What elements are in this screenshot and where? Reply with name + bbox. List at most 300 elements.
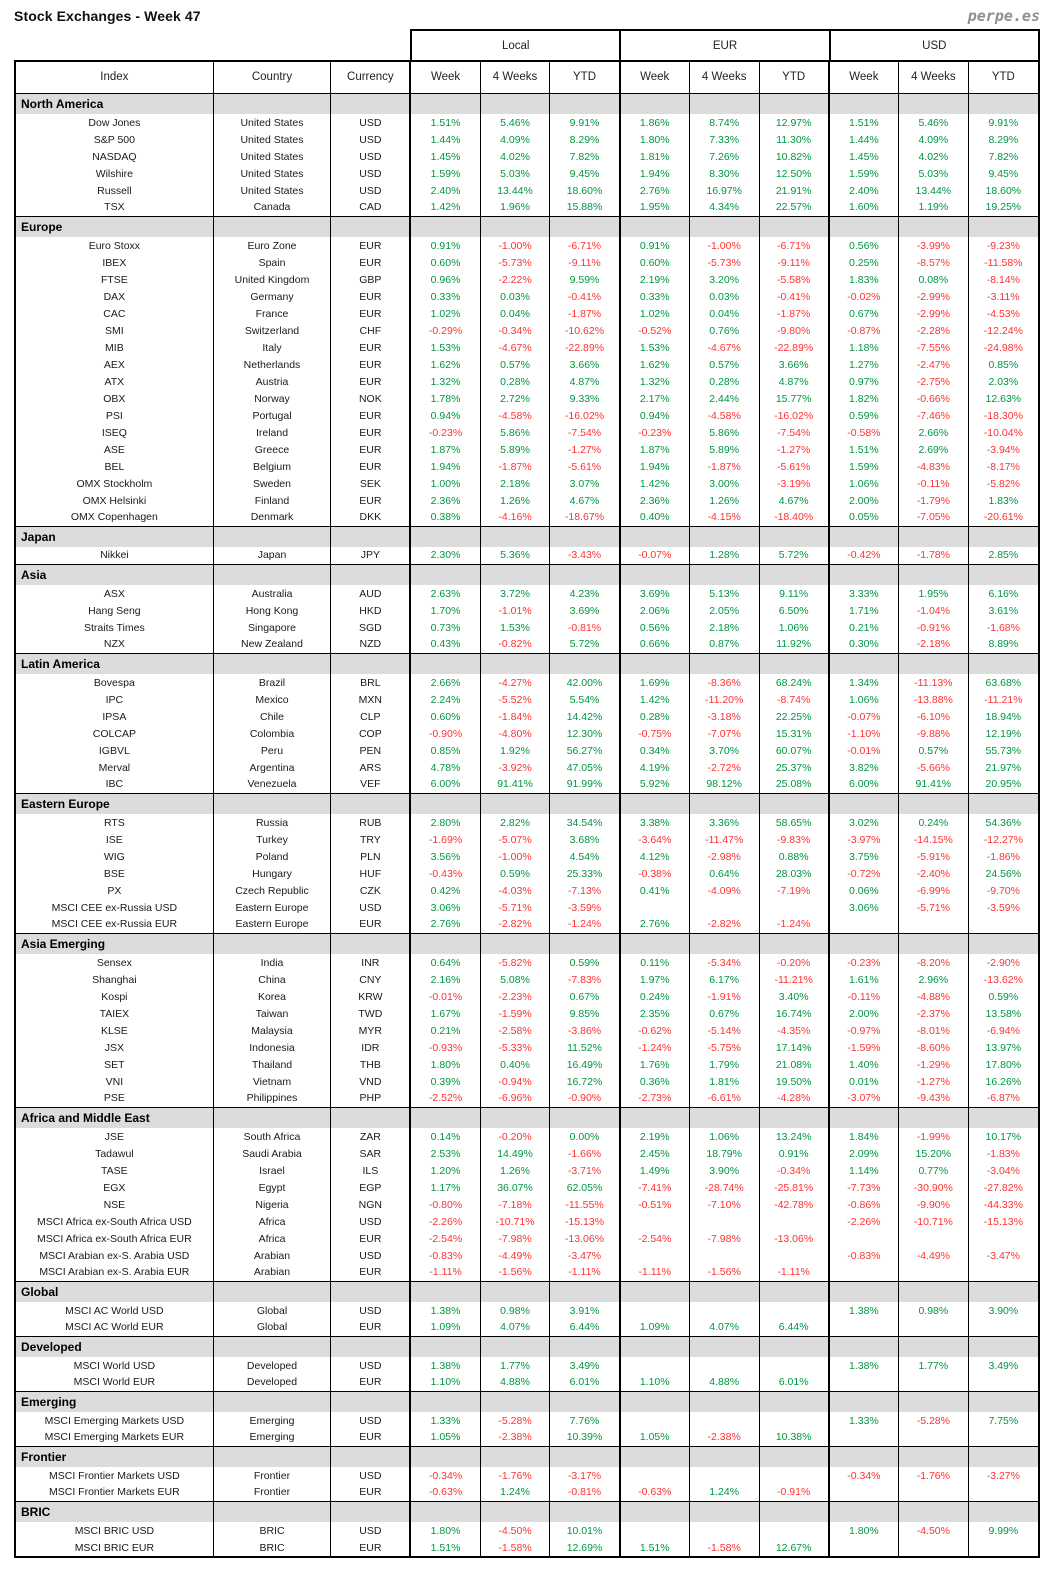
value-cell: 36.07% (480, 1179, 550, 1196)
value-cell: -8.14% (968, 271, 1038, 288)
value-cell: 25.37% (759, 759, 829, 776)
index-cell: MSCI World USD (73, 1359, 156, 1372)
value-cell: 7.82% (968, 148, 1038, 165)
table-row-rts (16, 814, 1038, 831)
index-cell: ASE (103, 443, 125, 456)
value-cell: -1.78% (898, 547, 968, 564)
value-cell: -5.91% (898, 848, 968, 865)
value-cell: 15.77% (759, 390, 829, 407)
value-cell: -0.91% (898, 619, 968, 636)
value-cell: -0.01% (410, 988, 480, 1005)
section-filler-cell (689, 526, 759, 547)
value-cell: 1.95% (620, 199, 690, 216)
value-cell: 4.12% (620, 848, 690, 865)
value-cell: -1.76% (898, 1467, 968, 1484)
section-label: Emerging (16, 1391, 213, 1412)
table-row-msci-africa-ex-south-africa-eur (16, 1230, 1038, 1247)
value-cell: -7.98% (689, 1230, 759, 1247)
value-cell: -1.58% (480, 1539, 550, 1556)
currency-cell: SEK (331, 475, 411, 492)
value-cell: 0.66% (620, 636, 690, 653)
value-cell: -4.88% (898, 988, 968, 1005)
value-cell: 15.31% (759, 725, 829, 742)
currency-cell: HKD (331, 602, 411, 619)
value-cell: 1.94% (620, 458, 690, 475)
value-cell (759, 1357, 829, 1374)
value-cell: 5.86% (480, 424, 550, 441)
value-cell: 0.98% (480, 1302, 550, 1319)
section-filler-cell (480, 526, 550, 547)
currency-cell: AUD (331, 585, 411, 602)
value-cell: 2.09% (829, 1145, 899, 1162)
value-cell: 4.78% (410, 759, 480, 776)
value-cell: -3.04% (968, 1162, 1038, 1179)
currency-cell: RUB (331, 814, 411, 831)
index-cell: Straits Times (84, 621, 145, 634)
value-cell: -5.07% (480, 831, 550, 848)
section-filler-cell (829, 1281, 899, 1302)
value-cell: -6.61% (689, 1090, 759, 1107)
section-filler-cell (620, 216, 690, 237)
currency-cell: COP (331, 725, 411, 742)
section-filler-cell (898, 1391, 968, 1412)
value-cell (829, 1319, 899, 1336)
index-cell: MSCI Africa ex-South Africa EUR (37, 1232, 192, 1245)
section-filler-cell (620, 793, 690, 814)
section-filler-cell (689, 933, 759, 954)
section-filler-cell (331, 564, 411, 585)
currency-cell: DKK (331, 509, 411, 526)
value-cell: -2.38% (480, 1429, 550, 1446)
value-cell: -4.16% (480, 509, 550, 526)
value-cell: -0.63% (410, 1484, 480, 1501)
value-cell: 1.18% (829, 339, 899, 356)
value-cell: 1.51% (410, 1539, 480, 1556)
value-cell: -18.30% (968, 407, 1038, 424)
section-filler-cell (410, 564, 480, 585)
country-cell: Thailand (213, 1056, 331, 1073)
value-cell: 1.06% (689, 1128, 759, 1145)
section-filler-cell (620, 526, 690, 547)
value-cell: -5.66% (898, 759, 968, 776)
value-cell: -2.26% (410, 1213, 480, 1230)
value-cell: 4.23% (550, 585, 620, 602)
value-cell: 4.67% (759, 492, 829, 509)
index-cell: Russell (97, 184, 132, 197)
currency-cell: TWD (331, 1005, 411, 1022)
value-cell: 1.10% (410, 1374, 480, 1391)
value-cell: 0.59% (968, 988, 1038, 1005)
brand-watermark: perpe.es (967, 7, 1040, 25)
value-cell: -1.83% (968, 1145, 1038, 1162)
value-cell: -20.61% (968, 509, 1038, 526)
section-filler-cell (620, 1336, 690, 1357)
value-cell: 2.66% (898, 424, 968, 441)
value-cell: -1.87% (480, 458, 550, 475)
value-cell: -5.71% (898, 899, 968, 916)
country-cell: New Zealand (213, 636, 331, 653)
value-cell: 12.69% (550, 1539, 620, 1556)
value-cell: 4.87% (759, 373, 829, 390)
value-cell (968, 916, 1038, 933)
currency-cell: MYR (331, 1022, 411, 1039)
section-filler-cell (410, 1107, 480, 1128)
currency-cell: EUR (331, 1484, 411, 1501)
value-cell: 1.86% (620, 114, 690, 131)
table-row-set (16, 1056, 1038, 1073)
index-cell: Dow Jones (88, 116, 141, 129)
index-cell: COLCAP (92, 727, 136, 740)
index-cell: MSCI CEE ex-Russia EUR (51, 918, 178, 931)
table-row-shanghai (16, 971, 1038, 988)
value-cell: -15.13% (968, 1213, 1038, 1230)
value-cell: 1.45% (829, 148, 899, 165)
value-cell: -2.38% (689, 1429, 759, 1446)
section-filler-cell (759, 216, 829, 237)
index-cell: Tadawul (95, 1147, 134, 1160)
value-cell: -4.09% (689, 882, 759, 899)
value-cell: 2.24% (410, 691, 480, 708)
currency-cell: EUR (331, 356, 411, 373)
index-cell: Hang Seng (88, 604, 141, 617)
value-cell: -4.50% (480, 1522, 550, 1539)
value-cell: -5.28% (898, 1412, 968, 1429)
section-filler-cell (829, 933, 899, 954)
value-cell: -7.05% (898, 509, 968, 526)
section-row-latin-america (16, 653, 1038, 674)
section-filler-cell (213, 564, 331, 585)
section-filler-cell (689, 564, 759, 585)
section-filler-cell (331, 93, 411, 114)
value-cell: 15.20% (898, 1145, 968, 1162)
stock-table-wrap (14, 60, 1040, 1558)
value-cell: 11.52% (550, 1039, 620, 1056)
value-cell: 0.57% (689, 356, 759, 373)
section-row-asia (16, 564, 1038, 585)
value-cell: -9.90% (898, 1196, 968, 1213)
value-cell: 7.76% (550, 1412, 620, 1429)
table-row-ipc (16, 691, 1038, 708)
value-cell (689, 1357, 759, 1374)
country-cell: Arabian (213, 1247, 331, 1264)
value-cell: -4.27% (480, 674, 550, 691)
value-cell: -1.00% (689, 237, 759, 254)
value-cell (620, 1467, 690, 1484)
section-filler-cell (620, 1107, 690, 1128)
value-cell: 3.61% (968, 602, 1038, 619)
section-filler-cell (213, 526, 331, 547)
value-cell (759, 899, 829, 916)
value-cell: -3.59% (550, 899, 620, 916)
currency-cell: NGN (331, 1196, 411, 1213)
value-cell: -13.62% (968, 971, 1038, 988)
value-cell: 10.01% (550, 1522, 620, 1539)
index-cell: CAC (103, 307, 126, 320)
value-cell: 0.01% (829, 1073, 899, 1090)
value-cell: 1.14% (829, 1162, 899, 1179)
value-cell (620, 1412, 690, 1429)
value-cell (689, 1522, 759, 1539)
country-cell: Mexico (213, 691, 331, 708)
index-cell: ISEQ (101, 426, 127, 439)
value-cell: 0.60% (620, 254, 690, 271)
value-cell: -42.78% (759, 1196, 829, 1213)
value-cell: 0.64% (410, 954, 480, 971)
section-filler-cell (968, 1107, 1038, 1128)
currency-cell: NOK (331, 390, 411, 407)
value-cell: 0.24% (898, 814, 968, 831)
value-cell: 1.59% (829, 458, 899, 475)
value-cell: -2.37% (898, 1005, 968, 1022)
value-cell: -0.42% (829, 547, 899, 564)
value-cell: 0.98% (898, 1302, 968, 1319)
country-cell: Venezuela (213, 776, 331, 793)
table-row-euro-stoxx (16, 237, 1038, 254)
value-cell: 0.76% (689, 322, 759, 339)
currency-cell: USD (331, 899, 411, 916)
section-filler-cell (213, 793, 331, 814)
index-cell: TSX (104, 201, 125, 214)
value-cell: 0.36% (620, 1073, 690, 1090)
value-cell (620, 1213, 690, 1230)
value-cell: 1.82% (829, 390, 899, 407)
value-cell: 1.38% (410, 1357, 480, 1374)
value-cell: -5.14% (689, 1022, 759, 1039)
table-row-taiex (16, 1005, 1038, 1022)
value-cell: 60.07% (759, 742, 829, 759)
value-cell: -0.90% (550, 1090, 620, 1107)
value-cell: 2.03% (968, 373, 1038, 390)
currency-cell: KRW (331, 988, 411, 1005)
section-filler-cell (480, 793, 550, 814)
value-cell: 4.02% (898, 148, 968, 165)
section-filler-cell (331, 1107, 411, 1128)
value-cell: -11.13% (898, 674, 968, 691)
value-cell: -3.71% (550, 1162, 620, 1179)
value-cell: -8.20% (898, 954, 968, 971)
value-cell: 3.00% (689, 475, 759, 492)
value-cell: 2.19% (620, 1128, 690, 1145)
value-cell: -7.18% (480, 1196, 550, 1213)
value-cell (829, 1539, 899, 1556)
value-cell (829, 1230, 899, 1247)
table-row-wilshire (16, 165, 1038, 182)
table-row-klse (16, 1022, 1038, 1039)
value-cell: 2.40% (410, 182, 480, 199)
value-cell: 3.66% (759, 356, 829, 373)
value-cell: 13.97% (968, 1039, 1038, 1056)
value-cell: 3.56% (410, 848, 480, 865)
index-cell: Euro Stoxx (88, 239, 141, 252)
value-cell (759, 1467, 829, 1484)
section-filler-cell (829, 1336, 899, 1357)
value-cell: 1.59% (410, 165, 480, 182)
value-cell: -3.47% (550, 1247, 620, 1264)
currency-cell: USD (331, 1247, 411, 1264)
country-cell: Norway (213, 390, 331, 407)
section-filler-cell (759, 1391, 829, 1412)
value-cell: 1.77% (480, 1357, 550, 1374)
value-cell: 8.74% (689, 114, 759, 131)
country-cell: Malaysia (213, 1022, 331, 1039)
section-filler-cell (968, 1336, 1038, 1357)
value-cell (759, 1522, 829, 1539)
section-filler-cell (550, 793, 620, 814)
section-row-japan (16, 526, 1038, 547)
value-cell: -11.58% (968, 254, 1038, 271)
value-cell: 17.14% (759, 1039, 829, 1056)
country-cell: Korea (213, 988, 331, 1005)
table-row-pse (16, 1090, 1038, 1107)
value-cell: -1.56% (689, 1264, 759, 1281)
value-cell: -2.90% (968, 954, 1038, 971)
section-filler-cell (331, 933, 411, 954)
table-row-nikkei (16, 547, 1038, 564)
country-cell: Argentina (213, 759, 331, 776)
value-cell: -4.67% (689, 339, 759, 356)
value-cell: 9.85% (550, 1005, 620, 1022)
value-cell: 2.00% (829, 1005, 899, 1022)
value-cell (759, 1302, 829, 1319)
value-cell: -4.03% (480, 882, 550, 899)
country-cell: United States (213, 165, 331, 182)
value-cell: 12.97% (759, 114, 829, 131)
value-cell: -11.55% (550, 1196, 620, 1213)
country-cell: Saudi Arabia (213, 1145, 331, 1162)
value-cell: 2.44% (689, 390, 759, 407)
value-cell: -1.86% (968, 848, 1038, 865)
table-row-smi (16, 322, 1038, 339)
value-cell (689, 1302, 759, 1319)
value-cell: -7.46% (898, 407, 968, 424)
country-cell: South Africa (213, 1128, 331, 1145)
index-cell: ISE (105, 833, 123, 846)
table-row-obx (16, 390, 1038, 407)
currency-cell: CLP (331, 708, 411, 725)
currency-cell: EUR (331, 288, 411, 305)
value-cell (689, 1467, 759, 1484)
value-cell: 1.42% (620, 475, 690, 492)
value-cell: 0.28% (689, 373, 759, 390)
value-cell: -2.75% (898, 373, 968, 390)
country-cell: India (213, 954, 331, 971)
value-cell: 7.75% (968, 1412, 1038, 1429)
value-cell: -2.28% (898, 322, 968, 339)
country-cell: Netherlands (213, 356, 331, 373)
value-cell: -1.29% (898, 1056, 968, 1073)
section-label: North America (16, 93, 213, 114)
currency-cell: MXN (331, 691, 411, 708)
value-cell: 1.42% (410, 199, 480, 216)
section-filler-cell (480, 653, 550, 674)
country-cell: Austria (213, 373, 331, 390)
value-cell: 2.19% (620, 271, 690, 288)
value-cell (829, 1429, 899, 1446)
value-cell: 5.13% (689, 585, 759, 602)
value-cell (898, 1539, 968, 1556)
value-cell: 9.91% (550, 114, 620, 131)
currency-cell: CZK (331, 882, 411, 899)
value-cell: 4.34% (689, 199, 759, 216)
value-cell: 18.79% (689, 1145, 759, 1162)
index-cell: IPSA (102, 710, 127, 723)
value-cell: 0.30% (829, 636, 899, 653)
currency-cell: USD (331, 1467, 411, 1484)
value-cell: -0.07% (620, 547, 690, 564)
section-filler-cell (480, 1446, 550, 1467)
value-cell: 9.99% (968, 1522, 1038, 1539)
index-cell: MSCI Arabian ex-S. Arabia USD (39, 1249, 190, 1262)
value-cell: 1.38% (829, 1357, 899, 1374)
value-cell (759, 1213, 829, 1230)
section-filler-cell (898, 526, 968, 547)
value-cell: -2.26% (829, 1213, 899, 1230)
value-cell: 2.76% (620, 916, 690, 933)
value-cell: 3.33% (829, 585, 899, 602)
section-filler-cell (331, 526, 411, 547)
value-cell: -1.84% (480, 708, 550, 725)
country-cell: United Kingdom (213, 271, 331, 288)
currency-cell: EUR (331, 305, 411, 322)
currency-cell: EUR (331, 441, 411, 458)
currency-cell: EUR (331, 254, 411, 271)
value-cell: 2.85% (968, 547, 1038, 564)
section-filler-cell (331, 653, 411, 674)
value-cell: 0.28% (480, 373, 550, 390)
value-cell: -1.59% (480, 1005, 550, 1022)
section-filler-cell (410, 933, 480, 954)
value-cell: 1.94% (410, 458, 480, 475)
value-cell: 18.60% (550, 182, 620, 199)
value-cell: 98.12% (689, 776, 759, 793)
value-cell: 12.67% (759, 1539, 829, 1556)
country-cell: BRIC (213, 1522, 331, 1539)
value-cell: 15.88% (550, 199, 620, 216)
country-cell: Euro Zone (213, 237, 331, 254)
value-cell: -5.75% (689, 1039, 759, 1056)
value-cell: 1.62% (410, 356, 480, 373)
value-cell: 1.38% (410, 1302, 480, 1319)
value-cell: -0.38% (620, 865, 690, 882)
value-cell: -0.52% (620, 322, 690, 339)
value-cell: -4.49% (480, 1247, 550, 1264)
value-cell: 1.77% (898, 1357, 968, 1374)
index-cell: PSI (105, 409, 123, 422)
value-cell: -7.54% (550, 424, 620, 441)
value-cell: 0.21% (829, 619, 899, 636)
index-cell: MSCI World EUR (73, 1376, 156, 1389)
section-filler-cell (480, 216, 550, 237)
section-filler-cell (410, 1281, 480, 1302)
value-cell: 2.17% (620, 390, 690, 407)
value-cell: -0.72% (829, 865, 899, 882)
currency-cell: USD (331, 1357, 411, 1374)
table-row-ibc (16, 776, 1038, 793)
currency-cell: VEF (331, 776, 411, 793)
section-filler-cell (410, 1336, 480, 1357)
section-row-north-america (16, 93, 1038, 114)
section-filler-cell (968, 653, 1038, 674)
value-cell: -9.80% (759, 322, 829, 339)
section-filler-cell (213, 93, 331, 114)
section-row-europe (16, 216, 1038, 237)
country-cell: Singapore (213, 619, 331, 636)
value-cell: 6.16% (968, 585, 1038, 602)
value-cell: 0.64% (689, 865, 759, 882)
value-cell: -4.53% (968, 305, 1038, 322)
currency-cell: EUR (331, 492, 411, 509)
value-cell: 0.94% (410, 407, 480, 424)
